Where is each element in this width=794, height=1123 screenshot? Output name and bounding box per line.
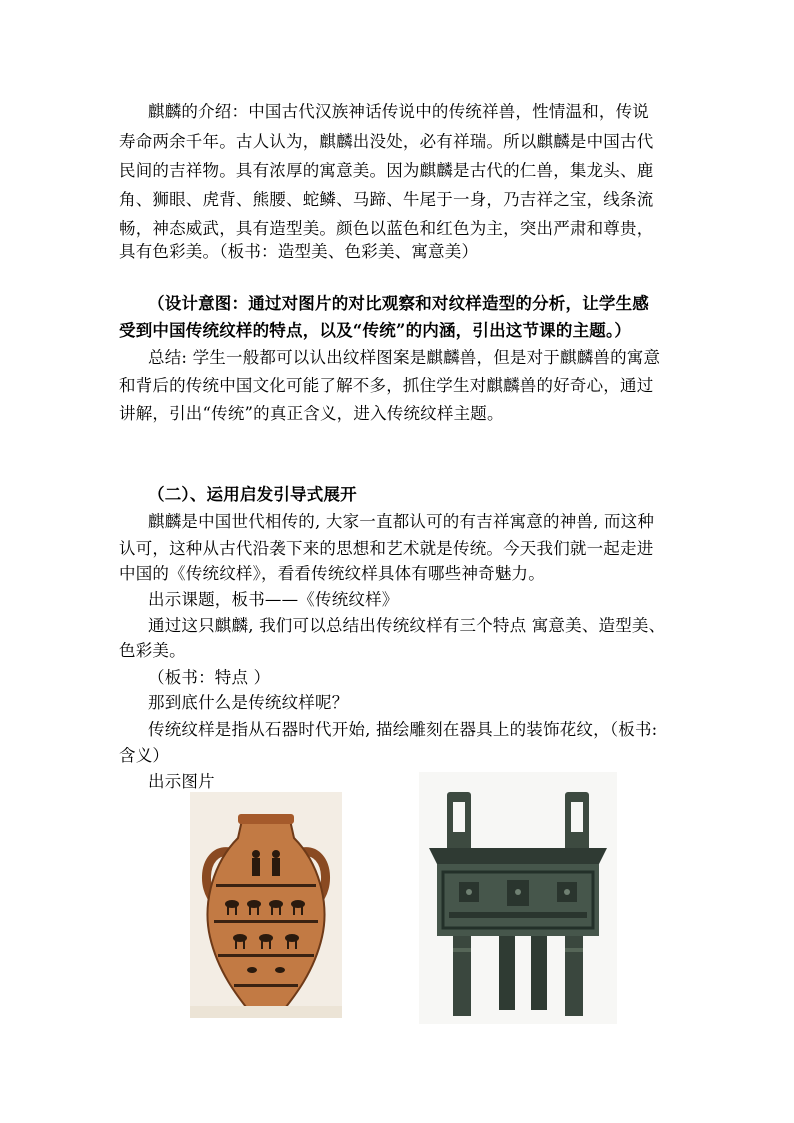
section-line-1: 麒麟是中国世代相传的, 大家一直都认可的有吉祥寓意的神兽, 而这种: [148, 512, 655, 531]
summary-line-3: 讲解，引出“传统”的真正含义，进入传统纹样主题。: [119, 404, 504, 423]
section-line-8: 那到底什么是传统纹样呢？: [148, 693, 349, 712]
design-intent-line-1: （设计意图：通过对图片的对比观察和对纹样造型的分析，让学生感: [148, 294, 649, 313]
section-line-9: 传统纹样是指从石器时代开始, 描绘雕刻在器具上的装饰花纹，（板书:: [148, 720, 658, 739]
amphora-image: [190, 792, 342, 1018]
intro-line-5: 畅，神态威武，具有造型美。颜色以蓝色和红色为主，突出严肃和尊贵，: [119, 219, 654, 238]
section-line-6: 色彩美。: [119, 641, 186, 660]
intro-line-2: 寿命两余千年。古人认为，麒麟出没处，必有祥瑞。所以麒麟是中国古代: [119, 132, 654, 151]
summary-line-1: 总结: 学生一般都可以认出纹样图案是麒麟兽，但是对于麒麟兽的寓意: [148, 348, 661, 367]
section-line-4: 出示课题，板书——《传统纹样》: [148, 590, 399, 609]
intro-line-4: 角、狮眼、虎背、熊腰、蛇鳞、马蹄、牛尾于一身，乃吉祥之宝，线条流: [119, 190, 654, 209]
summary-line-2: 和背后的传统中国文化可能了解不多，抓住学生对麒麟兽的好奇心，通过: [119, 376, 654, 395]
section-heading: （二）、运用启发引导式展开: [148, 485, 357, 504]
section-line-11: 出示图片: [148, 772, 215, 791]
ding-image: [419, 772, 617, 1024]
design-intent-line-2: 受到中国传统纹样的特点，以及“传统”的内涵，引出这节课的主题。）: [119, 321, 632, 340]
intro-line-6: 具有色彩美。（板书：造型美、色彩美、寓意美）: [119, 242, 479, 261]
section-line-10: 含义）: [119, 746, 170, 765]
section-line-5: 通过这只麒麟, 我们可以总结出传统纹样有三个特点 寓意美、造型美、: [148, 616, 666, 635]
section-line-2: 认可，这种从古代沿袭下来的思想和艺术就是传统。今天我们就一起走进: [119, 539, 654, 558]
section-line-7: （板书：特点 ）: [148, 668, 271, 687]
section-line-3: 中国的《传统纹样》，看看传统纹样具体有哪些神奇魅力。: [119, 564, 545, 583]
intro-line-1: 麒麟的介绍：中国古代汉族神话传说中的传统祥兽，性情温和，传说: [148, 102, 649, 121]
intro-line-3: 民间的吉祥物。具有浓厚的寓意美。因为麒麟是古代的仁兽，集龙头、鹿: [119, 161, 654, 180]
